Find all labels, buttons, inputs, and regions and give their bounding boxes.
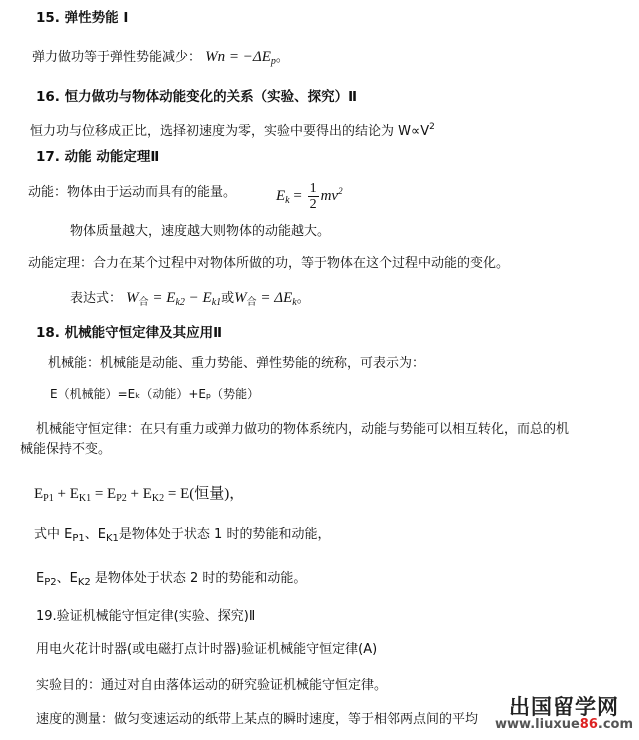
kinetic-energy-theorem: 动能定理：合力在某个过程中对物体所做的功，等于物体在这个过程中动能的变化。 (28, 256, 510, 271)
section-15-title: 15. 弹性势能 Ⅰ (36, 10, 129, 26)
elastic-formula: $Wn = -\Delta E_p$ (205, 49, 276, 67)
watermark-url: www.liuxue86.com (495, 717, 633, 732)
kinetic-energy-note: 物体质量越大，速度越大则物体的动能越大。 (70, 224, 331, 239)
section-19-line1: 用电火花计时器(或电磁打点计时器)验证机械能守恒定律(A) (36, 642, 378, 657)
section-19-line2: 实验目的：通过对自由落体运动的研究验证机械能守恒定律。 (36, 678, 388, 693)
watermark-title: 出国留学网 (509, 695, 619, 719)
state-1-description: 式中 $E_{P1}$、$E_{K1}$是物体处于状态 1 时的势能和动能， (34, 527, 331, 544)
section-17-title: 17. 动能 动能定理Ⅱ (36, 149, 160, 165)
mechanical-energy-expression: E（机械能）=Eₖ（动能）+Eₚ（势能） (50, 387, 260, 401)
section-19-title: 19.验证机械能守恒定律(实验、探究)Ⅱ (36, 609, 256, 624)
section-15-text: 弹力做功等于弹性势能减少： $Wn = -\Delta E_p$。 (32, 49, 289, 67)
conservation-law-line2: 械能保持不变。 (20, 442, 112, 457)
section-16-text: 恒力功与位移成正比，选择初速度为零，实验中要得出的结论为 $W\propto V^2$ (30, 122, 435, 139)
kinetic-energy-formula: $E_k$ = $\frac{1}{2}$ $mv^2$ (276, 181, 343, 213)
state-2-description: $E_{P2}$、$E_{K2}$ 是物体处于状态 2 时的势能和动能。 (36, 571, 307, 588)
kinetic-energy-definition: 动能：物体由于运动而具有的能量。 (28, 185, 237, 200)
mechanical-energy-definition: 机械能：机械能是动能、重力势能、弹性势能的统称，可表示为： (48, 356, 426, 371)
section-16-title: 16. 恒力做功与物体动能变化的关系（实验、探究）Ⅱ (36, 89, 358, 105)
section-19-line3: 速度的测量：做匀变速运动的纸带上某点的瞬时速度，等于相邻两点间的平均 (36, 712, 479, 727)
conservation-equation: $E_{P1} + E_{K1} = E_{P2} + E_{K2} = E$(恒量)， (34, 486, 245, 504)
site-watermark (495, 696, 633, 732)
conservation-law-line1: 机械能守恒定律：在只有重力或弹力做功的物体系统内，动能与势能可以相互转化，而总的机 (36, 422, 570, 437)
theorem-expression: 表达式： $W_合 = E_{k2} - E_{k1}$或$W_合 = \Delta E_k$。 (70, 290, 310, 308)
section-18-title: 18. 机械能守恒定律及其应用Ⅱ (36, 325, 223, 341)
